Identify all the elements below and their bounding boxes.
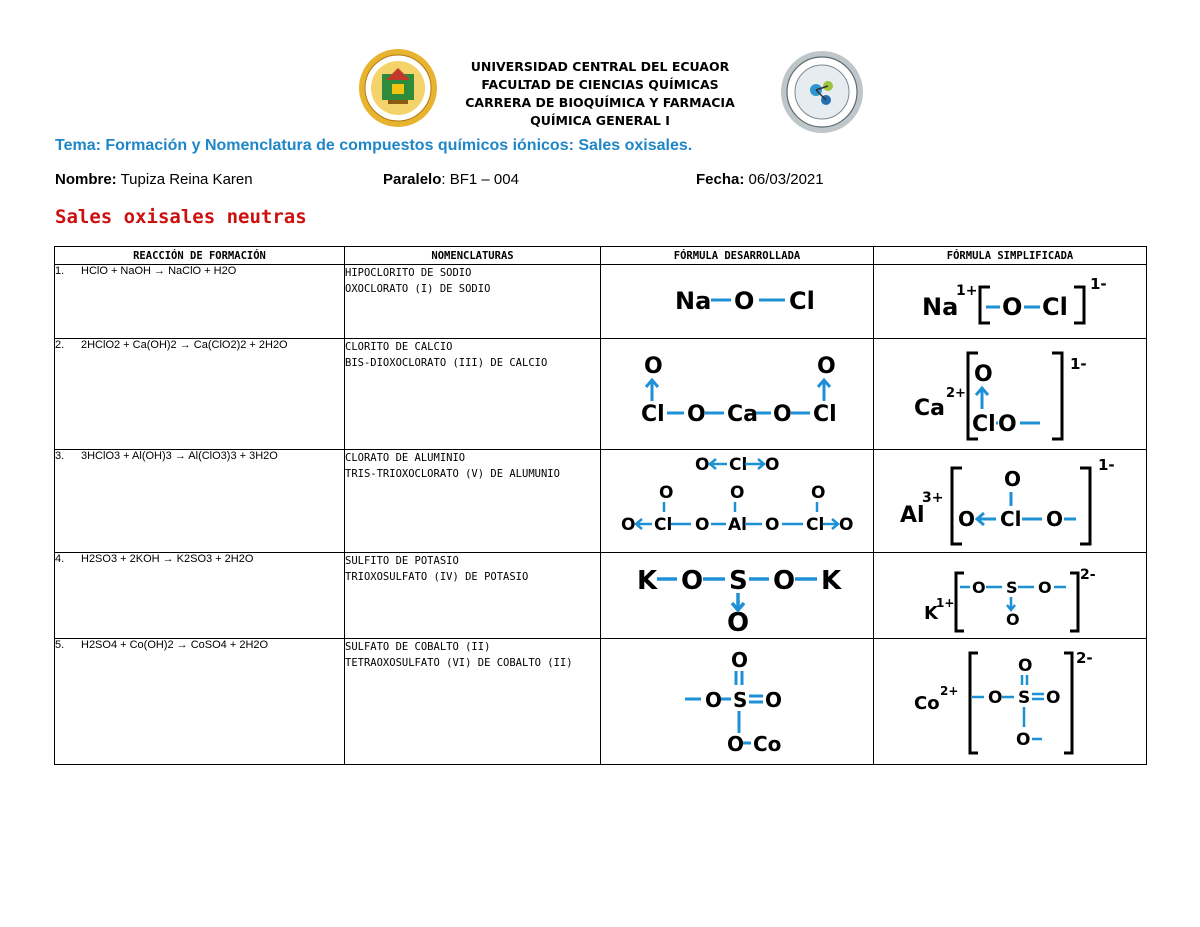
traditional-name: SULFITO DE POTASIO (345, 555, 459, 567)
svg-text:K: K (924, 603, 938, 624)
svg-text:1+: 1+ (936, 596, 955, 610)
systematic-name: TRIS-TRIOXOCLORATO (V) DE ALUMUNIO (345, 468, 560, 480)
svg-text:O: O (1046, 688, 1061, 708)
svg-text:O: O (773, 402, 792, 427)
simplified-formula-k2so3 (874, 553, 1147, 638)
reaction-equation: H2SO3 + 2KOH → K2SO3 + 2H2O (81, 553, 254, 565)
university-name: UNIVERSIDAD CENTRAL DEL ECUAOR (470, 59, 730, 74)
svg-text:Cl: Cl (1000, 507, 1022, 531)
svg-text:Cl: Cl (641, 402, 665, 427)
nomenclature-cell (345, 265, 601, 339)
developed-formula-caclo2 (601, 339, 874, 449)
row-number: 4. (55, 553, 65, 565)
svg-text:O: O (998, 412, 1017, 437)
svg-text:Cl: Cl (729, 455, 748, 475)
svg-text:Cl: Cl (789, 287, 815, 315)
header-nomenclature: NOMENCLATURAS (345, 247, 601, 265)
svg-text:3+: 3+ (922, 490, 944, 506)
developed-formula-cell (601, 553, 874, 639)
nomenclature-cell (345, 639, 601, 765)
svg-text:O: O (695, 455, 710, 475)
simplified-formula-naclo (874, 265, 1147, 338)
svg-text:Cl: Cl (813, 402, 837, 427)
section-title: Sales oxisales neutras (55, 206, 307, 228)
course-name: QUÍMICA GENERAL I (530, 113, 670, 128)
developed-formula-cell (601, 339, 874, 450)
reaction-equation: HClO + NaOH → NaClO + H2O (81, 265, 237, 277)
salts-table (54, 246, 1147, 765)
svg-text:O: O (1016, 730, 1031, 750)
svg-text:O: O (972, 578, 986, 597)
fecha-field (696, 171, 824, 188)
paralelo-label: Paralelo (383, 171, 442, 188)
svg-text:Na: Na (922, 293, 959, 321)
svg-text:Na: Na (675, 287, 712, 315)
svg-text:Al: Al (900, 503, 925, 528)
reaction-equation: H2SO4 + Co(OH)2 → CoSO4 + 2H2O (81, 639, 269, 651)
svg-text:Cl: Cl (806, 515, 825, 535)
header-developed-formula: FÓRMULA DESARROLLADA (601, 247, 874, 265)
svg-text:O: O (705, 688, 723, 712)
svg-text:O: O (958, 507, 976, 531)
svg-text:O: O (727, 732, 745, 756)
fecha-label: Fecha: (696, 171, 745, 188)
svg-text:O: O (773, 566, 796, 596)
svg-text:2-: 2- (1080, 567, 1096, 583)
row-number: 1. (55, 265, 65, 277)
fecha-value: 06/03/2021 (744, 171, 824, 188)
svg-text:2-: 2- (1076, 649, 1093, 667)
career-name: CARRERA DE BIOQUÍMICA Y FARMACIA (465, 95, 735, 110)
svg-text:O: O (1038, 578, 1052, 597)
traditional-name: HIPOCLORITO DE SODIO (345, 267, 472, 279)
svg-text:O: O (659, 483, 674, 503)
simplified-formula-cell (874, 450, 1147, 553)
row-number: 2. (55, 339, 65, 351)
developed-formula-coso4 (601, 639, 874, 764)
traditional-name: CLORATO DE ALUMINIO (345, 452, 466, 464)
svg-text:Ca: Ca (914, 396, 945, 421)
reaction-equation: 2HClO2 + Ca(OH)2 → Ca(ClO2)2 + 2H2O (81, 339, 288, 351)
nombre-value: Tupiza Reina Karen (116, 171, 253, 188)
svg-text:Ca: Ca (727, 402, 758, 427)
svg-text:S: S (733, 688, 748, 712)
svg-text:O: O (839, 515, 854, 535)
faculty-name: FACULTAD DE CIENCIAS QUÍMICAS (481, 77, 719, 92)
paralelo-value: : BF1 – 004 (441, 171, 519, 188)
nomenclature-cell (345, 450, 601, 553)
svg-text:K: K (637, 566, 658, 596)
svg-text:S: S (729, 566, 748, 596)
svg-text:O: O (727, 608, 750, 638)
svg-text:O: O (974, 362, 993, 387)
svg-text:S: S (1006, 578, 1018, 597)
simplified-formula-cell (874, 265, 1147, 339)
svg-text:Co: Co (753, 732, 782, 756)
svg-text:O: O (734, 287, 755, 315)
row-number: 3. (55, 450, 65, 462)
svg-text:2+: 2+ (946, 386, 966, 401)
traditional-name: CLORITO DE CALCIO (345, 341, 453, 353)
svg-text:Cl: Cl (654, 515, 673, 535)
svg-text:O: O (765, 515, 780, 535)
svg-text:O: O (765, 455, 780, 475)
nomenclature-cell (345, 339, 601, 450)
developed-formula-naclo (601, 265, 874, 338)
simplified-formula-alclo3 (874, 450, 1147, 552)
developed-formula-cell (601, 265, 874, 339)
table-row (55, 265, 1147, 339)
paralelo-field (383, 171, 519, 188)
svg-text:O: O (730, 483, 745, 503)
svg-text:O: O (695, 515, 710, 535)
simplified-formula-coso4 (874, 639, 1147, 764)
svg-text:1-: 1- (1070, 355, 1087, 373)
systematic-name: TETRAOXOSULFATO (VI) DE COBALTO (II) (345, 657, 573, 669)
simplified-formula-cell (874, 639, 1147, 765)
svg-text:O: O (1004, 467, 1022, 491)
svg-text:O: O (644, 354, 663, 379)
developed-formula-cell (601, 450, 874, 553)
svg-text:2+: 2+ (940, 684, 959, 698)
developed-formula-k2so3 (601, 553, 874, 638)
svg-text:1-: 1- (1098, 456, 1115, 474)
svg-text:O: O (811, 483, 826, 503)
svg-text:O: O (621, 515, 636, 535)
header-simplified-formula: FÓRMULA SIMPLIFICADA (874, 247, 1147, 265)
reaction-cell (55, 639, 345, 765)
svg-text:O: O (1006, 610, 1020, 629)
svg-text:O: O (988, 688, 1003, 708)
svg-text:Co: Co (914, 693, 940, 714)
svg-text:S: S (1018, 688, 1031, 708)
svg-text:O: O (687, 402, 706, 427)
table-row (55, 553, 1147, 639)
simplified-formula-caclo2 (874, 339, 1147, 449)
svg-text:Cl: Cl (1042, 293, 1068, 321)
table-row (55, 339, 1147, 450)
reaction-cell (55, 339, 345, 450)
simplified-formula-cell (874, 339, 1147, 450)
svg-text:K: K (821, 566, 842, 596)
svg-text:O: O (1046, 507, 1064, 531)
svg-text:O: O (817, 354, 836, 379)
reaction-equation: 3HClO3 + Al(OH)3 → Al(ClO3)3 + 3H2O (81, 450, 278, 462)
topic-title: Tema: Formación y Nomenclatura de compuestos químicos iónicos: Sales oxisales. (55, 137, 693, 154)
developed-formula-cell (601, 639, 874, 765)
svg-text:O: O (681, 566, 704, 596)
svg-text:O: O (765, 688, 783, 712)
reaction-cell (55, 265, 345, 339)
row-number: 5. (55, 639, 65, 651)
systematic-name: OXOCLORATO (I) DE SODIO (345, 283, 491, 295)
svg-text:O: O (1002, 293, 1023, 321)
table-row (55, 450, 1147, 553)
systematic-name: BIS-DIOXOCLORATO (III) DE CALCIO (345, 357, 548, 369)
table-row (55, 639, 1147, 765)
svg-text:O: O (731, 648, 749, 672)
svg-text:Al: Al (728, 515, 747, 535)
simplified-formula-cell (874, 553, 1147, 639)
svg-text:1+: 1+ (956, 283, 978, 299)
header-reaction: REACCIÓN DE FORMACIÓN (55, 247, 345, 265)
developed-formula-alclo3 (601, 450, 874, 552)
systematic-name: TRIOXOSULFATO (IV) DE POTASIO (345, 571, 529, 583)
svg-text:1-: 1- (1090, 275, 1107, 293)
svg-text:Cl: Cl (972, 412, 996, 437)
traditional-name: SULFATO DE COBALTO (II) (345, 641, 491, 653)
nombre-label: Nombre: (55, 171, 117, 188)
nomenclature-cell (345, 553, 601, 639)
institution-header (400, 58, 800, 130)
table-header-row (55, 247, 1147, 265)
student-name (55, 171, 253, 188)
reaction-cell (55, 553, 345, 639)
reaction-cell (55, 450, 345, 553)
svg-text:O: O (1018, 656, 1033, 676)
